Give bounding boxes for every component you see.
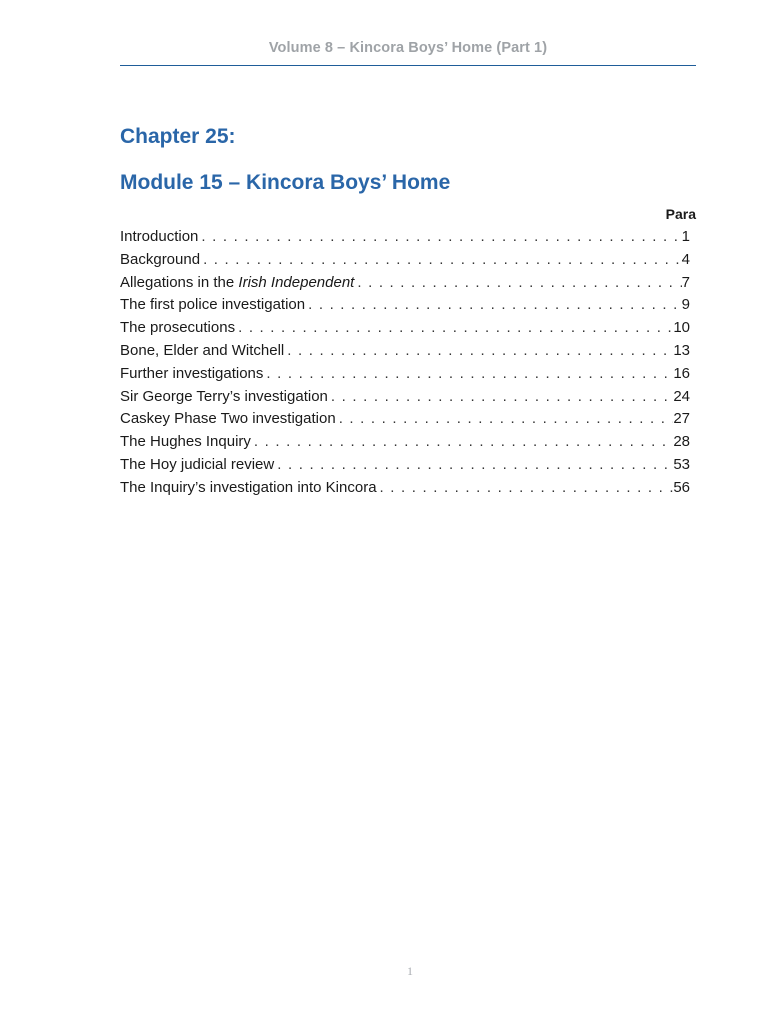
- toc-entry-title: Introduction: [120, 228, 199, 245]
- dot-leader: [328, 386, 673, 409]
- page-number: 1: [407, 964, 413, 978]
- toc-entry-para: 53: [673, 455, 690, 473]
- toc-entry-para: 10: [673, 319, 690, 337]
- toc-entry[interactable]: [120, 272, 690, 295]
- toc-entry[interactable]: [120, 249, 690, 272]
- toc-entry-para: 24: [673, 387, 690, 405]
- module-title: Module 15 – Kincora Boys’ Home: [120, 171, 451, 194]
- toc-entry-title: The Hughes Inquiry: [120, 433, 251, 451]
- toc-entry[interactable]: [120, 408, 690, 431]
- toc-entry-title: Background: [120, 250, 201, 268]
- para-column-label: Para: [665, 206, 696, 222]
- toc-entry-title: The Inquiry’s investigation into Kincora: [120, 478, 377, 496]
- dot-leader: [235, 317, 673, 340]
- toc-entry-para: 9: [681, 296, 690, 314]
- dot-leader: [354, 272, 681, 295]
- toc-entry-para: 13: [673, 341, 690, 359]
- dot-leader: [263, 363, 673, 386]
- toc-entry-para: 16: [673, 364, 690, 382]
- toc-entry-title: Further investigations: [120, 364, 264, 382]
- header-rule: [120, 65, 696, 66]
- toc-entry-para: 7: [681, 273, 690, 291]
- toc-entry-para: 27: [673, 410, 690, 428]
- dot-leader: [305, 294, 682, 317]
- toc-entry[interactable]: [120, 226, 690, 249]
- toc-entry-title: [120, 272, 354, 295]
- dot-leader: [251, 431, 673, 454]
- dot-leader: [274, 454, 673, 477]
- toc-entry[interactable]: [120, 294, 690, 317]
- toc-entry-title: Caskey Phase Two investigation: [120, 410, 336, 428]
- toc-entry[interactable]: [120, 317, 690, 340]
- chapter-title: Chapter 25:: [120, 125, 236, 148]
- toc-entry-para: 4: [681, 250, 690, 268]
- toc-entry-title: The Hoy judicial review: [120, 455, 275, 473]
- dot-leader: [336, 408, 674, 431]
- toc-entry-title: Bone, Elder and Witchell: [120, 341, 285, 359]
- toc-entry-title-prefix: Allegations in the: [120, 273, 239, 291]
- toc-entry-title: The prosecutions: [120, 319, 236, 337]
- toc-entry[interactable]: [120, 454, 690, 477]
- running-header: Volume 8 – Kincora Boys’ Home (Part 1): [268, 40, 548, 56]
- toc-entry[interactable]: [120, 363, 690, 386]
- dot-leader: [200, 249, 682, 272]
- toc-entry[interactable]: [120, 431, 690, 454]
- toc-entry-para: 1: [681, 228, 690, 245]
- dot-leader: [377, 477, 674, 500]
- toc-entry[interactable]: [120, 386, 690, 409]
- toc-entry-title: Sir George Terry’s investigation: [120, 387, 328, 405]
- table-of-contents: [120, 226, 690, 500]
- toc-entry[interactable]: [120, 477, 690, 500]
- dot-leader: [198, 226, 681, 249]
- toc-entry-para: 28: [673, 433, 690, 451]
- dot-leader: [284, 340, 673, 363]
- toc-entry-title-italic: Irish Independent: [238, 273, 355, 291]
- toc-entry[interactable]: [120, 340, 690, 363]
- toc-entry-title: The first police investigation: [120, 296, 306, 314]
- toc-entry-para: 56: [673, 478, 690, 496]
